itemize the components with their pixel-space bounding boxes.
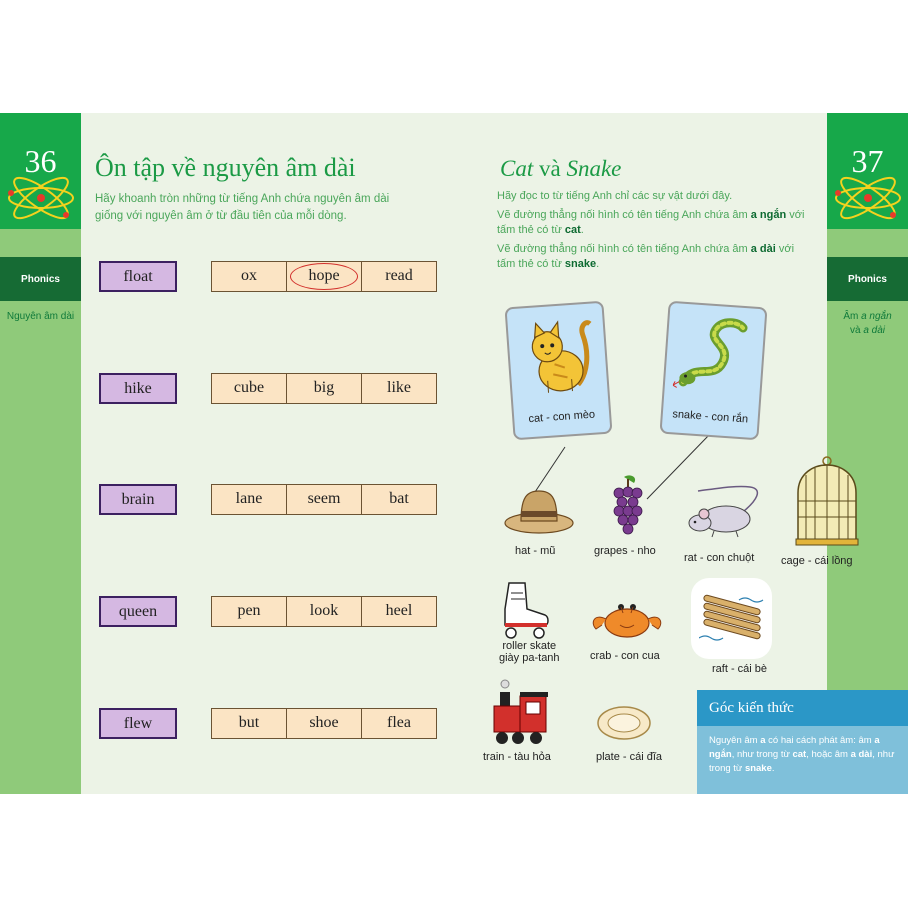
subsection-label: Âm a ngắn và a dài <box>843 311 892 336</box>
plate-icon <box>596 703 652 743</box>
option-word[interactable]: look <box>287 597 362 626</box>
option-word[interactable]: shoe <box>287 709 362 738</box>
option-word[interactable]: read <box>385 267 413 284</box>
cat-card-label: cat - con mèo <box>528 408 596 426</box>
cage-label: cage - cái lồng <box>781 555 853 567</box>
section-band: Phonics <box>0 257 81 301</box>
raft-frame <box>691 578 772 659</box>
book-spread <box>0 113 908 794</box>
roller-skate-label: roller skate giày pa-tanh <box>499 640 560 664</box>
key-word-box: brain <box>99 484 177 515</box>
snake-card <box>659 301 767 441</box>
train-icon <box>490 678 552 748</box>
train-label: train - tàu hỏa <box>483 751 551 763</box>
page-title: Ôn tập về nguyên âm dài <box>95 153 356 182</box>
option-word[interactable]: ox <box>212 262 287 291</box>
cage-icon <box>794 453 860 549</box>
instructions: Hãy khoanh tròn những từ tiếng Anh chứa nguyên âm dài giống với nguyên âm ở từ đầu tiên của mỗi dòng. <box>95 193 390 222</box>
option-word[interactable]: cube <box>212 374 287 403</box>
crab-label: crab - con cua <box>590 650 660 662</box>
hat-label: hat - mũ <box>515 545 556 557</box>
option-word[interactable]: flea <box>387 714 411 731</box>
key-word-box: float <box>99 261 177 292</box>
option-word[interactable]: lane <box>212 485 287 514</box>
page-number: 36 <box>24 143 57 179</box>
option-word[interactable]: big <box>287 374 362 403</box>
option-word[interactable]: pen <box>212 597 287 626</box>
snake-card-label: snake - con rắn <box>672 408 749 426</box>
raft-icon <box>699 594 765 642</box>
plate-label: plate - cái đĩa <box>596 751 663 763</box>
option-word[interactable]: heel <box>385 602 413 619</box>
option-word[interactable]: but <box>212 709 287 738</box>
option-word[interactable]: bat <box>389 490 409 507</box>
crab-icon <box>586 593 668 643</box>
key-word-box: flew <box>99 708 177 739</box>
grapes-icon <box>610 473 646 539</box>
rat-label: rat - con chuột <box>684 552 755 564</box>
page-title: Cat và Snake <box>500 156 622 181</box>
subsection-label: Nguyên âm dài <box>6 311 75 322</box>
rat-icon <box>684 481 768 541</box>
knowledge-box-text: Nguyên âm a có hai cách phát âm: âm a ngắn, như trong từ cat, hoặc âm a dài, như trong từ snake. <box>709 735 895 774</box>
grapes-label: grapes - nho <box>594 545 656 557</box>
cat-icon <box>521 314 596 399</box>
knowledge-box-heading: Góc kiến thức <box>697 690 908 726</box>
instructions: Hãy đọc to từ tiếng Anh chỉ các sự vật dưới đây. Vẽ đường thẳng nối hình có tên tiếng Anh chứa âm a ngắn với tấm thẻ có từ cat. Vẽ đường thẳng nối hình có tên tiếng Anh chứa âm a dài với tấm thẻ có từ snake. <box>497 190 805 270</box>
key-word-box: queen <box>99 596 177 627</box>
snake-icon <box>672 311 759 397</box>
knowledge-box <box>697 690 908 794</box>
cat-card <box>504 301 612 441</box>
option-word[interactable]: like <box>387 379 411 396</box>
roller-skate-icon <box>499 579 551 639</box>
option-word[interactable]: hope <box>287 262 362 291</box>
key-word-box: hike <box>99 373 177 404</box>
option-word[interactable]: seem <box>287 485 362 514</box>
hat-icon <box>503 485 575 537</box>
raft-label: raft - cái bè <box>712 663 768 675</box>
page-number: 37 <box>851 143 884 179</box>
section-band: Phonics <box>827 257 908 301</box>
